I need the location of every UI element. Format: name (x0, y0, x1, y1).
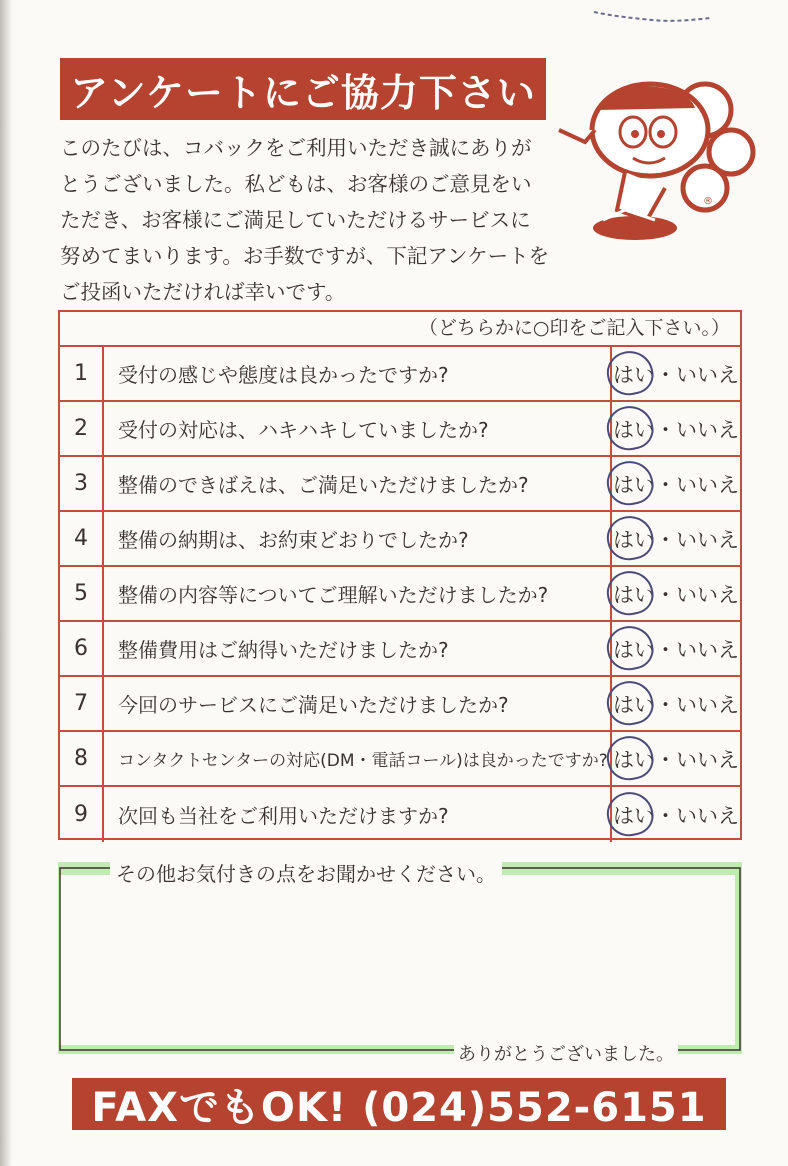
answer-choice (612, 402, 740, 455)
question-row (60, 567, 740, 622)
question-number: 6 (60, 622, 104, 675)
comment-label: その他お気付きの点をお聞かせください。 (110, 858, 502, 887)
answer-no-option[interactable]: いいえ (676, 417, 739, 442)
question-text: 次回も当社をご利用いただけますか? (104, 787, 612, 842)
answer-choice (612, 457, 740, 510)
answer-yes-label: はい (613, 527, 655, 552)
answer-separator: ・ (655, 637, 676, 662)
answer-yes-label: はい (613, 637, 655, 662)
answer-yes-label: はい (613, 472, 655, 497)
answer-yes-label: はい (613, 692, 655, 717)
survey-table (58, 310, 742, 840)
answer-choice (612, 732, 740, 785)
answer-choice (612, 677, 740, 730)
answer-yes-label: はい (613, 582, 655, 607)
answer-yes-option[interactable] (613, 579, 655, 609)
answer-yes-option[interactable] (613, 800, 655, 830)
question-text: 受付の感じや態度は良かったですか? (104, 347, 612, 400)
answer-choice (612, 347, 740, 400)
intro-paragraph: このたびは、コバックをご利用いただき誠にありがとうございました。私どもは、お客様のご意見をいただき、お客様にご満足していただけるサービスに努めてまいります。お手数ですが、下記アンケートをご投函いただければ幸いです。 (60, 136, 550, 304)
header-banner (60, 58, 546, 120)
answer-yes-option[interactable] (613, 634, 655, 664)
registered-mark: ® (703, 196, 713, 207)
answer-separator: ・ (655, 417, 676, 442)
answer-yes-label: はい (613, 417, 655, 442)
answer-separator: ・ (655, 803, 676, 828)
question-text: 整備の内容等についてご理解いただけましたか? (104, 567, 612, 620)
answer-choice (612, 787, 740, 842)
answer-no-option[interactable]: いいえ (676, 582, 739, 607)
answer-no-option[interactable]: いいえ (676, 747, 739, 772)
answer-no-option[interactable]: いいえ (676, 692, 739, 717)
question-row (60, 457, 740, 512)
question-text: 整備のできばえは、ご満足いただけましたか? (104, 457, 612, 510)
answer-yes-option[interactable] (613, 524, 655, 554)
answer-yes-option[interactable] (613, 469, 655, 499)
question-text: 整備費用はご納得いただけましたか? (104, 622, 612, 675)
pen-scribble-mark (592, 8, 712, 24)
question-text: コンタクトセンターの対応(DM・電話コール)は良かったですか? (104, 732, 612, 785)
survey-rows (60, 347, 740, 842)
answer-no-option[interactable]: いいえ (676, 472, 739, 497)
question-number: 7 (60, 677, 104, 730)
answer-yes-option[interactable] (613, 744, 655, 774)
card-edge-shadow (0, 0, 12, 1166)
question-text: 今回のサービスにご満足いただけましたか? (104, 677, 612, 730)
mascot-character-icon (555, 70, 760, 250)
question-number: 5 (60, 567, 104, 620)
answer-separator: ・ (655, 362, 676, 387)
comment-section (58, 862, 742, 1065)
question-number: 3 (60, 457, 104, 510)
answer-separator: ・ (655, 472, 676, 497)
fax-banner (72, 1078, 726, 1130)
question-row (60, 347, 740, 402)
question-number: 8 (60, 732, 104, 785)
page-title: アンケートにご協力下さい (70, 70, 536, 115)
question-row (60, 512, 740, 567)
fax-text: FAXでもOK! (024)552-6151 (91, 1084, 707, 1131)
answer-separator: ・ (655, 527, 676, 552)
answer-separator: ・ (655, 692, 676, 717)
answer-yes-label: はい (613, 803, 655, 828)
question-row (60, 732, 740, 787)
question-row (60, 622, 740, 677)
answer-no-option[interactable]: いいえ (676, 362, 739, 387)
comment-input[interactable] (70, 892, 730, 1036)
answer-no-option[interactable]: いいえ (676, 803, 739, 828)
thank-you-text: ありがとうございました。 (454, 1040, 678, 1066)
question-number: 1 (60, 347, 104, 400)
answer-yes-option[interactable] (613, 414, 655, 444)
question-row (60, 677, 740, 732)
answer-choice (612, 512, 740, 565)
answer-yes-label: はい (613, 362, 655, 387)
question-row (60, 787, 740, 842)
question-text: 受付の対応は、ハキハキしていましたか? (104, 402, 612, 455)
answer-yes-label: はい (613, 747, 655, 772)
answer-no-option[interactable]: いいえ (676, 527, 739, 552)
question-number: 4 (60, 512, 104, 565)
answer-no-option[interactable]: いいえ (676, 637, 739, 662)
answer-choice (612, 567, 740, 620)
question-row (60, 402, 740, 457)
answer-choice (612, 622, 740, 675)
question-number: 2 (60, 402, 104, 455)
answer-separator: ・ (655, 747, 676, 772)
question-number: 9 (60, 787, 104, 842)
answer-yes-option[interactable] (613, 689, 655, 719)
survey-instruction: （どちらかに○印をご記入下さい。） (60, 312, 740, 347)
answer-separator: ・ (655, 582, 676, 607)
question-text: 整備の納期は、お約束どおりでしたか? (104, 512, 612, 565)
answer-yes-option[interactable] (613, 359, 655, 389)
